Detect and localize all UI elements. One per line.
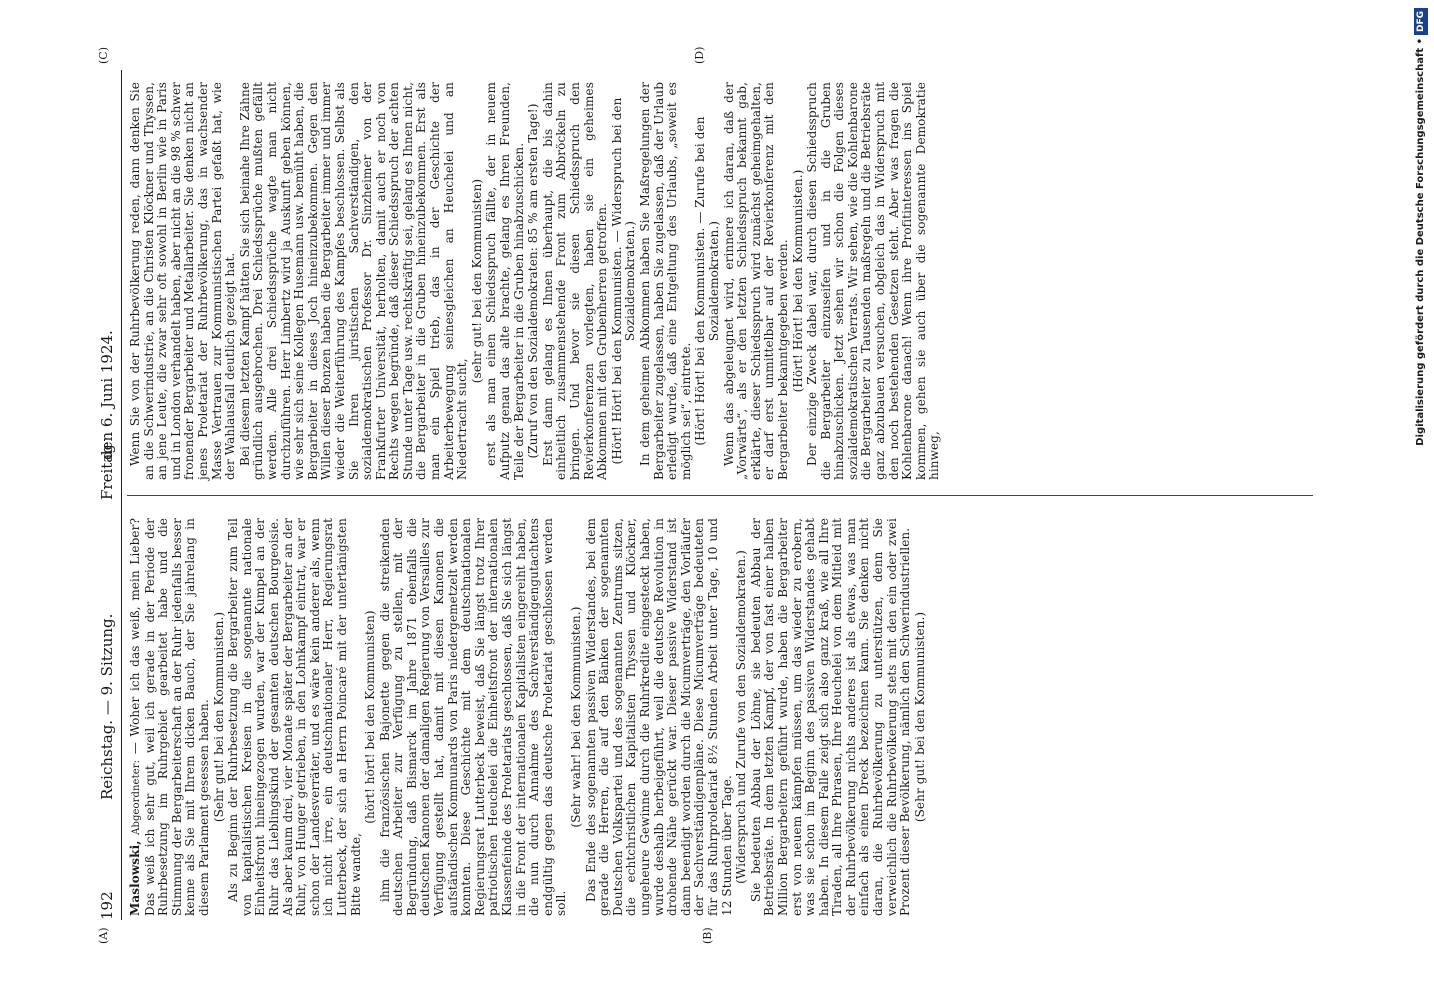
margin-marker-a: (A) bbox=[97, 927, 110, 944]
interjection: (Hört! Hört! bei den Kommunisten. — Widerspruch bei den Sozialdemokraten.) bbox=[609, 97, 638, 465]
page-header bbox=[95, 70, 119, 920]
paragraph-text: Wenn das abgeleugnet wird, erinnere ich daran, daß der „Vorwärts“, als er den letzten Schiedsspruch bekannt gab, erklärte, dieser Schiedsspruch wird zunächst geheimgehalten, er darf erst unmittelbar auf der Revierkonferenz mit den Bergarbeiter bekanntgegeben werden. bbox=[721, 82, 790, 480]
margin-marker-d: (D) bbox=[693, 46, 706, 64]
interjection: (Sehr gut! bei den Kommunisten.) bbox=[912, 611, 927, 823]
paragraph bbox=[129, 82, 238, 480]
paragraph bbox=[129, 518, 212, 916]
left-column bbox=[129, 518, 928, 916]
paragraph-text: Erst dann gelang es Ihnen überhaupt, die bis dahin einheitlich zusammenstehende Front zum Abbröckeln zu bringen. Und bevor sie diesen Schiedsspruch den Revierkonferenzen vorlegten, haben sie ein geheimes Abkommen mit den Grubenherren getroffen. bbox=[540, 82, 610, 480]
funding-credit-strip bbox=[1412, 8, 1430, 992]
margin-marker-b: (B) bbox=[701, 927, 714, 944]
paragraph bbox=[485, 82, 526, 480]
paragraph-text: Bei diesem letzten Kampf hätten Sie sich beinahe Ihre Zähne gründlich ausgebrochen. Drei Schiedssprüche mußten gefällt werden. Alle drei Schiedssprüche wagte man nicht durchzuführen. Herr Limbertz wird ja Auskunft geben können, wie sehr sich seine Kollegen Husemann usw. bemüht haben, die Bergarbeiter in dieses Joch hineinzubekommen. Gegen den Willen dieser Bonzen haben die Bergarbeiter immer und immer wieder die Weiterführung des Kampfes beschlossen. Selbst als Sie Ihren juristischen Sachverständigen, den sozialdemokratischen Professor Dr. Sinzheimer von der Frankfurter Universität, herholten, damit auch er noch von Rechts wegen begründe, daß dieser Schiedsspruch der achten Stunde unter Tage usw. rechtskräftig sei, gelang es Ihnen nicht, die Bergarbeiter in die Gruben hineinzubekommen. Erst als man ein Spiel trieb, das in der Geschichte der Arbeiterbewegung seinesgleichen an Heuchelei und an Niedertracht sucht, bbox=[237, 82, 470, 480]
funding-credit-text: Digitalisierung gefördert durch die Deutsche Forschungsgemeinschaft • bbox=[1415, 38, 1426, 446]
paragraph-text: Das Ende des sogenannten passiven Widerstandes, bei dem gerade die Herren, die auf den Bänken der sogenannten Deutschen Volkspartei und des sogenannten Zentrums sitzen, die echtchristlichen Kapitalisten Thyssen und Klöckner, ungeheure Gewinne durch die Ruhrkredite eingesteckt haben, wurde deshalb herbeigeführt, weil die deutsche Revolution in drohende Nähe gerückt war. Dieser passive Widerstand ist dann beendigt worden durch die Micumverträge, den Vorläufer der Sachverständigenpläne. Diese Micumverträge bedeuteten für das Ruhrproletariat 8½ Stunden Arbeit unter Tage, 10 und 12 Stunden über Tage. bbox=[583, 518, 734, 916]
paragraph-text: Als zu Beginn der Ruhrbesetzung die Bergarbeiter zum Teil von kapitalistischen Kreisen in die sogenannte nationale Einheitsfront hineingezogen wurden, war der Kumpel an der Ruhr das Lieblingskind der gesamten deutschen Bourgeoisie. Als aber kaum drei, vier Monate später der Bergarbeiter an der Ruhr, von Hunger getrieben, in den Lohnkampf eintrat, war er schon der Landesverräter, und es wäre kein anderer als, wenn ich nicht irre, ein deutschnationaler Herr, Regierungsrat Lutterbeck, der sich an Herrn Poincaré mit der untertänigsten Bitte wandte, bbox=[226, 518, 363, 916]
speaker-name: Maslowski, bbox=[128, 840, 142, 916]
dfg-logo: DFG bbox=[1414, 8, 1428, 35]
margin-marker-c: (C) bbox=[97, 47, 110, 64]
header-weekday: Freitag bbox=[98, 444, 116, 500]
paragraph-text: Der einzige Zweck dabei war, durch diesen Schiedsspruch die Bergarbeiter einzuseifen und in die Gruben hinabzuschicken. Jetzt sehen wir schon die Folgen dieses sozialdemokratischen Verrats. Wir sehen, wie die Kohlenbarone die Bergarbeiter zu Tausenden maßregeln und die Betriebsräte ganz abzubauen versuchen, obgleich das in Widerspruch mit den noch bestehenden Gesetzen steht. Aber was fragen die Kohlenbarone danach! Wenn ihre Profitinteressen ins Spiel kommen, gehen sie auch über die sogenannte Demokratie hinweg, bbox=[805, 82, 942, 480]
speaker-role: Abgeordneter: bbox=[131, 759, 142, 835]
paragraph-text: In dem geheimen Abkommen haben Sie Maßregelungen der Bergarbeiter zugelassen, haben Sie zugelassen, daß der Urlaub erledigt wurde, daß eine Entgeltung des Urlaubs, „soweit es möglich sei“, eintrete. bbox=[637, 82, 693, 480]
right-column bbox=[129, 82, 943, 480]
paragraph bbox=[379, 518, 569, 916]
interjection: (hört! hört! bei den Kommunisten) bbox=[363, 610, 378, 824]
interjection: (Hört! Hört! bei den Kommunisten.) bbox=[790, 169, 805, 393]
interjection: (sehr gut! bei den Kommunisten) bbox=[469, 178, 484, 384]
paragraph bbox=[639, 82, 693, 480]
interjection: (Zuruf von den Sozialdemokraten: 85 % am ersten Tage!) bbox=[526, 103, 541, 459]
document-page bbox=[95, 46, 1325, 944]
paragraph bbox=[239, 82, 470, 480]
header-date: den 6. Juni 1924. bbox=[98, 330, 116, 460]
interjection: (Sehr gut! bei den Kommunisten.) bbox=[211, 611, 226, 823]
paragraph-text: — Woher ich das weiß, mein Lieber? Das weiß ich sehr gut, weil ich gerade in der Periode der Ruhrbesetzung im Ruhrgebiet gearbeitet habe und die Stimmung der Bergarbeiterschaft an der Ruhr jedenfalls besser kenne als Sie mit Ihrem dicken Bauch, der Sie jahrelang in diesem Parlament gesessen haben. bbox=[128, 518, 211, 916]
header-session: Reichstag. — 9. Sitzung. bbox=[98, 613, 116, 800]
paragraph-text: Sie bedeuten Abbau der Löhne, sie bedeuten Abbau der Betriebsräte. In dem letzten Kampf, der von fast einer halben Million Bergarbeitern geführt wurde, haben die Bergarbeiter erst von neuem kämpfen müssen, um das wieder zu erobern, was sie schon im Beginn des passiven Widerstandes gehabt haben. In diesem Falle zeigt sich also ganz kraß, wie all Ihre Tiraden, all Ihre Phrasen, Ihre Heuchelei von dem Mitleid mit der Ruhrbevölkerung nichts anderes ist als etwas, was man einfach als einen Dreck bezeichnen kann. Sie denken nicht daran, die Ruhrbevölkerung zu unterstützen, denn Sie verweichlich die Ruhrbevölkerung stets mit den ein oder zwei Prozent dieser Bevölkerung, nämlich den Schwerindustriellen. bbox=[748, 518, 913, 916]
interjection: (Hört! Hört! bei den Kommunisten. — Zurufe bei den Sozialdemokraten.) bbox=[693, 116, 721, 446]
interjection: (Sehr wahr! bei den Kommunisten.) bbox=[569, 606, 583, 828]
header-rule bbox=[121, 70, 122, 920]
paragraph bbox=[585, 518, 735, 916]
paragraph bbox=[723, 82, 791, 480]
paragraph-text: ihm die französischen Bajonette gegen die streikenden deutschen Arbeiter zur Verfügung zu stellen, mit der Begründung, daß Bismarck im Jahre 1871 ebenfalls die deutschen Kanonen der damaligen Regierung von Versailles zur Verfügung gestellt hat, damit mit diesen Kanonen die aufständischen Kommunards von Paris niedergemetzelt werden konnten. Diese Geschichte mit dem deutschnationalen Regierungsrat Lutterbeck beweist, daß Sie längst trotz Ihrer patriotischen Heuchelei die Einheitsfront der internationalen Klassenfeinde des Proletariats geschlossen, daß Sie sich längst in die Front der internationalen Kapitalisten eingereiht haben, die nun durch Annahme des Sachverständigengutachtens endgültig gegen das deutsche Proletariat geschlossen werden soll. bbox=[377, 518, 569, 916]
column-divider bbox=[127, 495, 1313, 496]
paragraph bbox=[227, 518, 363, 916]
paragraph bbox=[806, 82, 942, 480]
paragraph bbox=[542, 82, 610, 480]
paragraph bbox=[750, 518, 913, 916]
paragraph-text: Wenn Sie von der Ruhrbevölkerung reden, dann denken Sie an die Schwerindustrie, an die Christen Klöckner und Thyssen, an jene Leute, die zwar sehr oft sowohl in Berlin wie in Paris und in London verhandelt haben, aber nicht an die 98 % schwer fronender Bergarbeiter und Metallarbeiter. Sie denken nicht an jenes Proletariat der Ruhrbevölkerung, das in wachsender Masse Vertrauen zur Kommunistischen Partei gefaßt hat, wie der Wahlausfall deutlich gezeigt hat. bbox=[128, 82, 238, 480]
paragraph-text: erst als man einen Schiedsspruch fällte, der in neuem Aufputz genau das alte brachte, gelang es Ihren Freunden, Teile der Bergarbeiter in die Gruben hinabzuschicken. bbox=[484, 82, 526, 480]
interjection: (Widerspruch und Zurufe von den Sozialdemokraten.) bbox=[734, 550, 749, 884]
page-number: 192 bbox=[98, 891, 116, 920]
